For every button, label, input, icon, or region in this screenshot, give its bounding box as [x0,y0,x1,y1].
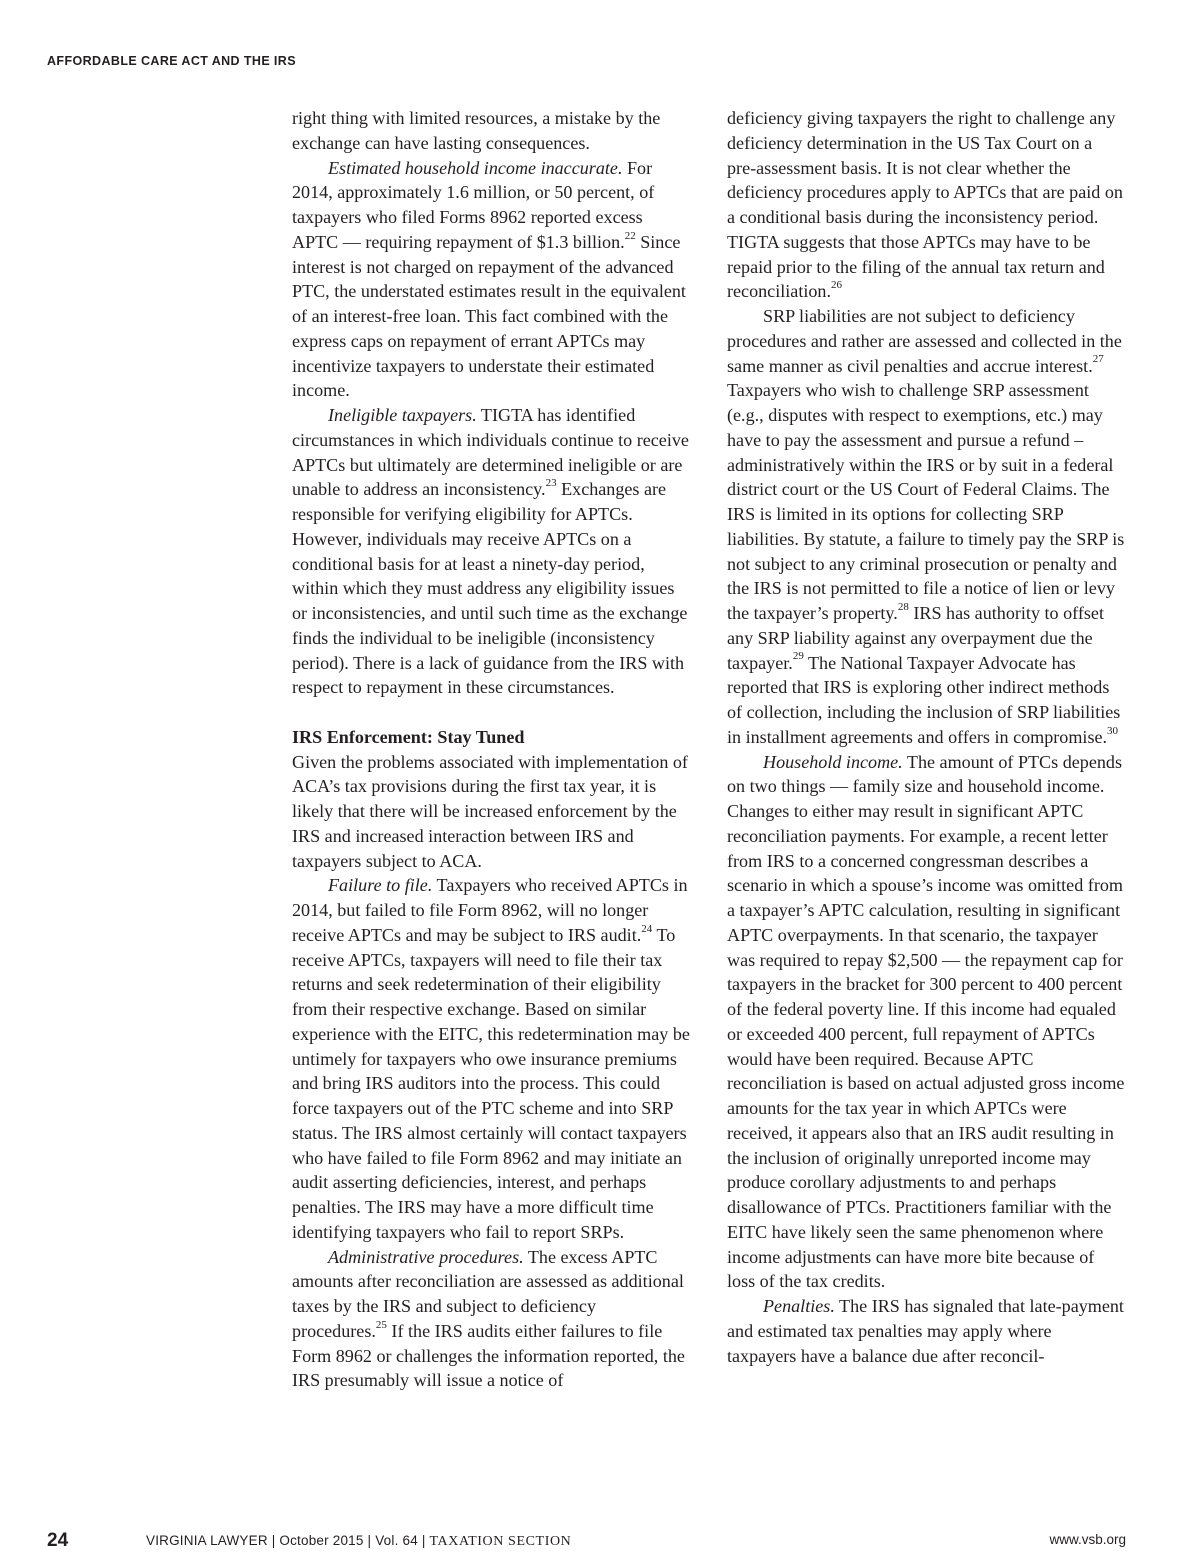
left-column [292,106,690,1393]
publication-name: VIRGINIA LAWYER [146,1533,268,1548]
running-head: AFFORDABLE CARE ACT AND THE IRS [47,54,296,68]
paragraph: Failure to file. Taxpayers who received APTCs in 2014, but failed to file Form 8962, will no longer receive APTCs and may be subject to IRS audit.$^{24}$ To receive APTCs, taxpayers will need to file their tax returns and seek redetermination of their eligibility from their respective exchange. Based on similar experience with the EITC, this redetermination may be untimely for taxpayers who owe insurance premiums and bring IRS auditors into the process. This could force taxpayers out of the PTC scheme and into SRP status. The IRS almost certainly will contact taxpayers who have failed to file Form 8962 and may initiate an audit asserting deficiencies, interest, and perhaps penalties. The IRS may have a more difficult time identifying taxpayers who fail to report SRPs. [292,875,690,1242]
footer-url: www.vsb.org [1049,1532,1126,1547]
run-in-heading: Estimated household income inaccurate. [328,157,623,178]
right-column [727,106,1125,1368]
paragraph: SRP liabilities are not subject to deficiency procedures and rather are assessed and collected in the same manner as civil penalties and accrue interest.$^{27}$ Taxpayers who wish to challenge SRP assessment (e.g., disputes with respect to exemptions, etc.) may have to pay the assessment and pursue a refund – administratively within the IRS or by suit in a federal district court or the US Court of Federal Claims. The IRS is limited in its options for collecting SRP liabilities. By statute, a failure to timely pay the SRP is not subject to any criminal prosecution or penalty and the IRS is not permitted to file a notice of lien or levy the taxpayer’s property.$^{28}$ IRS has authority to offset any SRP liability against any overpayment due the taxpayer.$^{29}$ The National Taxpayer Advocate has reported that IRS is exploring other indirect methods of collection, including the inclusion of SRP liabilities in installment agreements and offers in compromise.$^{30}$ [727,306,1125,747]
paragraph: deficiency giving taxpayers the right to challenge any deficiency determination in the US Tax Court on a pre-assessment basis. It is not clear whether the deficiency procedures apply to APTCs that are paid on a conditional basis during the inconsistency period. TIGTA suggests that those APTCs may have to be repaid prior to the filing of the annual tax return and reconciliation.$^{26}$ [727,108,1123,302]
paragraph: Ineligible taxpayers. TIGTA has identified circumstances in which individuals continue to receive APTCs but ultimately are determined ineligible or are unable to address an inconsistency.$^{23}$ Exchanges are responsible for verifying eligibility for APTCs. However, individuals may receive APTCs on a conditional basis for at least a ninety-day period, within which they must address any eligibility issues or inconsistencies, and until such time as the exchange finds the individual to be ineligible (inconsistency period). There is a lack of guidance from the IRS with respect to repayment in these circumstances. [292,405,689,698]
paragraph: Given the problems associated with implementation of ACA’s tax provisions during the first tax year, it is likely that there will be increased enforcement by the IRS and increased interaction between IRS and taxpayers subject to ACA. [292,751,688,871]
volume: Vol. 64 [375,1533,418,1548]
footnote-ref: 26 [831,279,842,292]
run-in-heading: Failure to file. [328,875,433,896]
issue-date: October 2015 [279,1533,364,1548]
run-in-heading: Household income. [763,751,903,772]
footnote-ref: 24 [641,922,653,935]
section-heading: IRS Enforcement: Stay Tuned [292,726,525,747]
footnote-ref: 30 [1107,724,1119,737]
footnote-ref: 29 [792,650,804,663]
footer-publication-line: VIRGINIA LAWYER | October 2015 | Vol. 64 | TAXATION SECTION [146,1533,572,1549]
footnote-ref: 23 [545,477,557,490]
paragraph: right thing with limited resources, a mistake by the exchange can have lasting consequences. [292,108,661,153]
footnote-ref: 27 [1092,353,1104,366]
page-number: 24 [47,1530,69,1551]
run-in-heading: Ineligible taxpayers. [328,405,477,425]
paragraph: Penalties. The IRS has signaled that late-payment and estimated tax penalties may apply where taxpayers have a balance due after reconcil- [727,1296,1124,1366]
paragraph: Household income. The amount of PTCs depends on two things — family size and household income. Changes to either may result in significant APTC reconciliation payments. For example, a recent letter from IRS to a concerned congressman describes a scenario in which a spouse’s income was omitted from a taxpayer’s APTC calculation, resulting in significant APTC overpayments. In that scenario, the taxpayer was required to repay $2,500 — the repayment cap for taxpayers in the bracket for 300 percent to 400 percent of the federal poverty line. If this income had equaled or exceeded 400 percent, full repayment of APTCs would have been required. Because APTC reconciliation is based on actual adjusted gross income amounts for the tax year in which APTCs were received, it appears also that an IRS audit resulting in the inclusion of originally unreported income may produce corollary adjustments to and perhaps disallowance of PTCs. Practitioners familiar with the EITC have likely seen the same phenomenon where income adjustments can have more bite because of loss of the tax credits. [727,751,1125,1292]
section-name: TAXATION SECTION [429,1534,572,1549]
run-in-heading: Administrative procedures. [328,1246,524,1267]
paragraph: Estimated household income inaccurate. For 2014, approximately 1.6 million, or 50 percent, of taxpayers who filed Forms 8962 reported excess APTC — requiring repayment of $1.3 billion.$^{22}$ Since interest is not charged on repayment of the advanced PTC, the understated estimates result in the equivalent of an interest-free loan. This fact combined with the express caps on repayment of errant APTCs may incentivize taxpayers to understate their estimated income. [292,157,686,401]
run-in-heading: Penalties. [763,1296,835,1316]
footnote-ref: 25 [375,1318,387,1331]
footnote-ref: 28 [897,600,909,613]
footnote-ref: 22 [624,229,636,242]
paragraph: Administrative procedures. The excess APTC amounts after reconciliation are assessed as additional taxes by the IRS and subject to deficiency procedures.$^{25}$ If the IRS audits either failures to file Form 8962 or challenges the information reported, the IRS presumably will issue a notice of [292,1246,685,1391]
